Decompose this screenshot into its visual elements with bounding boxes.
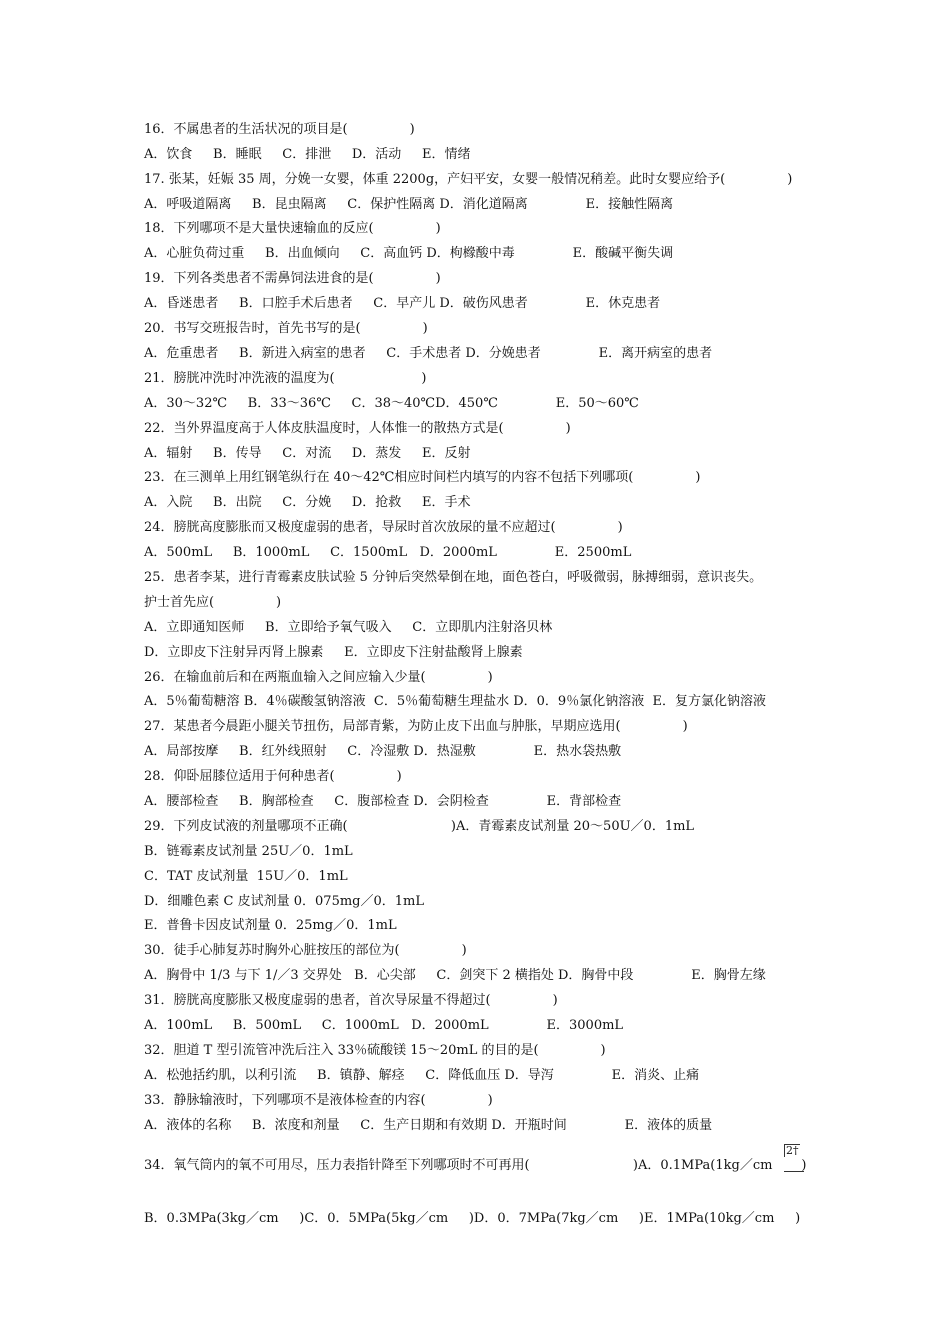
question-31: 31．膀胱高度膨胀又极度虚弱的患者，首次导尿量不得超过( ) xyxy=(144,993,558,1008)
option-29e: E．普鲁卡因皮试剂量 0．25mg／0．1mL xyxy=(144,918,397,933)
option-29c: C．TAT 皮试剂量 15U／0．1mL xyxy=(144,869,348,884)
options-17: A．呼吸道隔离 B．昆虫隔离 C．保护性隔离 D．消化道隔离 E．接触性隔离 xyxy=(144,197,674,212)
options-21: A．30～32℃ B．33～36℃ C．38～40℃D．450℃ E．50～60℃ xyxy=(144,396,639,411)
question-19: 19．下列各类患者不需鼻饲法进食的是( ) xyxy=(144,271,441,286)
question-29: 29．下列皮试液的剂量哪项不正确( )A．青霉素皮试剂量 20～50U／0．1mL xyxy=(144,819,695,834)
options-26: A．5％葡萄糖溶 B．4％碳酸氢钠溶液 C．5％葡萄糖生理盐水 D．0．9％氯化钠溶液 E．复方氯化钠溶液 xyxy=(144,694,766,709)
question-16: 16．不属患者的生活状况的项目是( ) xyxy=(144,122,415,137)
question-28: 28．仰卧屈膝位适用于何种患者( ) xyxy=(144,769,402,784)
options-25a: A．立即通知医师 B．立即给予氧气吸入 C．立即肌内注射洛贝林 xyxy=(144,620,553,635)
options-24: A．500mL B．1000mL C．1500mL D．2000mL E．2500mL xyxy=(144,545,632,560)
question-25: 25．患者李某，进行青霉素皮肤试验 5 分钟后突然晕倒在地，面色苍白，呼吸微弱，脉搏细弱，意识丧失。 xyxy=(144,570,763,585)
option-29d: D．细雕色素 C 皮试剂量 0．075mg／0．1mL xyxy=(144,894,425,909)
options-33: A．液体的名称 B．浓度和剂量 C．生产日期和有效期 D．开瓶时间 E．液体的质量 xyxy=(144,1118,713,1133)
question-20: 20．书写交班报告时，首先书写的是( ) xyxy=(144,321,428,336)
options-32: A．松弛括约肌，以利引流 B．镇静、解痉 C．降低血压 D．导泻 E．消炎、止痛 xyxy=(144,1068,700,1083)
options-23: A．入院 B．出院 C．分娩 D．抢救 E．手术 xyxy=(144,495,471,510)
options-28: A．腰部检查 B．胸部检查 C．腹部检查 D．会阴检查 E．背部检查 xyxy=(144,794,622,809)
question-18: 18．下列哪项不是大量快速输血的反应( ) xyxy=(144,221,441,236)
question-33: 33．静脉输液时，下列哪项不是液体检查的内容( ) xyxy=(144,1093,493,1108)
options-22: A．辐射 B．传导 C．对流 D．蒸发 E．反射 xyxy=(144,446,471,461)
options-31: A．100mL B．500mL C．1000mL D．2000mL E．3000mL xyxy=(144,1018,624,1033)
options-25b: D．立即皮下注射异丙肾上腺素 E．立即皮下注射盐酸肾上腺素 xyxy=(144,645,523,660)
options-34: B．0.3MPa(3kg／cm )C．0．5MPa(5kg／cm )D．0．7MPa(7kg／cm )E．1MPa(10kg／cm ) xyxy=(144,1211,801,1226)
question-26: 26．在输血前后和在两瓶血输入之间应输入少量( ) xyxy=(144,670,493,685)
question-22: 22．当外界温度高于人体皮肤温度时，人体惟一的散热方式是( ) xyxy=(144,421,571,436)
options-20: A．危重患者 B．新进入病室的患者 C．手术患者 D．分娩患者 E．离开病室的患者 xyxy=(144,346,713,361)
options-27: A．局部按摩 B．红外线照射 C．冷湿敷 D．热湿敷 E．热水袋热敷 xyxy=(144,744,622,759)
options-18: A．心脏负荷过重 B．出血倾向 C．高血钙 D．枸橼酸中毒 E．酸碱平衡失调 xyxy=(144,246,674,261)
question-23: 23．在三测单上用红钢笔纵行在 40～42℃相应时间栏内填写的内容不包括下列哪项( ) xyxy=(144,470,701,485)
options-16: A．饮食 B．睡眠 C．排泄 D．活动 E．情绪 xyxy=(144,147,471,162)
question-25-cont: 护士首先应( ) xyxy=(144,595,282,610)
question-32: 32．胆道 T 型引流管冲洗后注入 33％硫酸镁 15～20mL 的目的是( ) xyxy=(144,1043,606,1058)
question-30: 30．徒手心肺复苏时胸外心脏按压的部位为( ) xyxy=(144,943,467,958)
question-21: 21．膀胱冲洗时冲洗液的温度为( ) xyxy=(144,371,427,386)
question-27: 27．某患者今晨距小腿关节扭伤，局部青紫，为防止皮下出血与肿胀，早期应选用( ) xyxy=(144,719,688,734)
option-29b: B．链霉素皮试剂量 25U／0．1mL xyxy=(144,844,353,859)
options-19: A．昏迷患者 B．口腔手术后患者 C．早产儿 D．破伤风患者 E．休克患者 xyxy=(144,296,661,311)
superscript-underline xyxy=(784,1171,804,1172)
question-34: 34．氧气筒内的氧不可用尽，压力表指针降至下列哪项时不可再用( )A．0.1MPa(1kg／cm ) xyxy=(144,1158,807,1173)
superscript-mark: 2† xyxy=(786,1144,799,1157)
question-24: 24．膀胱高度膨胀而又极度虚弱的患者，导尿时首次放尿的量不应超过( ) xyxy=(144,520,623,535)
options-30: A．胸骨中 1/3 与下 1/／3 交界处 B．心尖部 C．剑突下 2 横指处 D．胸骨中段 E．胸骨左缘 xyxy=(144,968,766,983)
question-17: 17. 张某，妊娠 35 周，分娩一女婴，体重 2200g，产妇平安，女婴一般情况稍差。此时女婴应给予( ) xyxy=(144,172,793,187)
